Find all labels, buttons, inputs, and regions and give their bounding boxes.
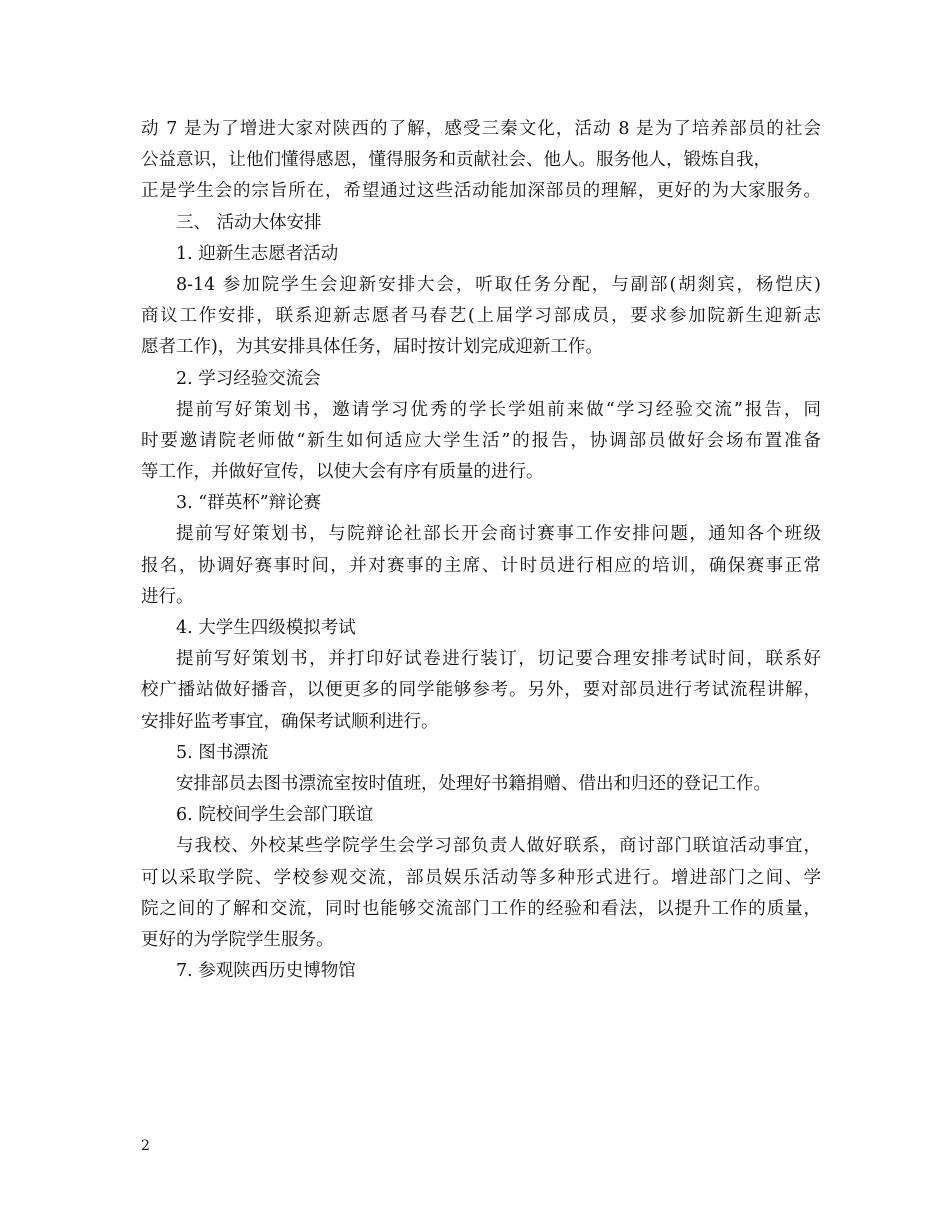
text-line: 三、 活动大体安排 bbox=[176, 212, 322, 233]
text-line: 5. 图书漂流 bbox=[176, 742, 269, 763]
text-line: 提前写好策划书，邀请学习优秀的学长学姐前来做“学习经验交流”报告，同 bbox=[176, 399, 821, 420]
text-line: 时要邀请院老师做“新生如何适应大学生活”的报告，协调部员做好会场布置准备 bbox=[141, 430, 821, 451]
text-line: 可以采取学院、学校参观交流，部员娱乐活动等多种形式进行。增进部门之间、学 bbox=[141, 867, 821, 888]
text-line: 商议工作安排，联系迎新志愿者马春艺(上届学习部成员，要求参加院新生迎新志 bbox=[141, 306, 821, 327]
text-line: 进行。 bbox=[141, 586, 194, 607]
text-line: 更好的为学院学生服务。 bbox=[141, 929, 334, 950]
text-line: 等工作，并做好宣传，以使大会有序有质量的进行。 bbox=[141, 462, 544, 483]
text-line: 6. 院校间学生会部门联谊 bbox=[176, 805, 374, 826]
text-line: 正是学生会的宗旨所在，希望通过这些活动能加深部员的理解，更好的为大家服务。 bbox=[141, 181, 821, 202]
document-body bbox=[141, 114, 821, 987]
text-line: 安排好监考事宜，确保考试顺利进行。 bbox=[141, 711, 439, 732]
text-line: 院之间的了解和交流，同时也能够交流部门工作的经验和看法，以提升工作的质量， bbox=[141, 898, 821, 919]
text-line: 与我校、外校某些学院学生会学习部负责人做好联系，商讨部门联谊活动事宜， bbox=[176, 836, 821, 857]
text-line: 7. 参观陕西历史博物馆 bbox=[176, 961, 356, 982]
text-line: 校广播站做好播音，以便更多的同学能够参考。另外，要对部员进行考试流程讲解， bbox=[141, 680, 821, 701]
text-line: 提前写好策划书，与院辩论社部长开会商讨赛事工作安排问题，通知各个班级 bbox=[176, 524, 821, 545]
text-line: 报名，协调好赛事时间，并对赛事的主席、计时员进行相应的培训，确保赛事正常 bbox=[141, 555, 821, 576]
text-line: 动 7 是为了增进大家对陕西的了解，感受三秦文化，活动 8 是为了培养部员的社会 bbox=[141, 119, 821, 139]
text-line: 8-14 参加院学生会迎新安排大会，听取任务分配，与副部(胡剡宾，杨恺庆) bbox=[176, 274, 821, 295]
text-line: 提前写好策划书，并打印好试卷进行装订，切记要合理安排考试时间，联系好 bbox=[176, 649, 821, 670]
text-line: 3. “群英杯”辩论赛 bbox=[176, 493, 322, 514]
text-line: 安排部员去图书漂流室按时值班，处理好书籍捐赠、借出和归还的登记工作。 bbox=[176, 773, 771, 794]
text-line: 4. 大学生四级模拟考试 bbox=[176, 618, 356, 638]
text-line: 公益意识，让他们懂得感恩，懂得服务和贡献社会、他人。服务他人，锻炼自我， bbox=[141, 150, 771, 171]
text-line: 2. 学习经验交流会 bbox=[176, 368, 321, 389]
page-number: 2 bbox=[141, 1138, 150, 1154]
text-line: 1. 迎新生志愿者活动 bbox=[176, 243, 339, 264]
text-line: 愿者工作)，为其安排具体任务，届时按计划完成迎新工作。 bbox=[141, 337, 603, 358]
